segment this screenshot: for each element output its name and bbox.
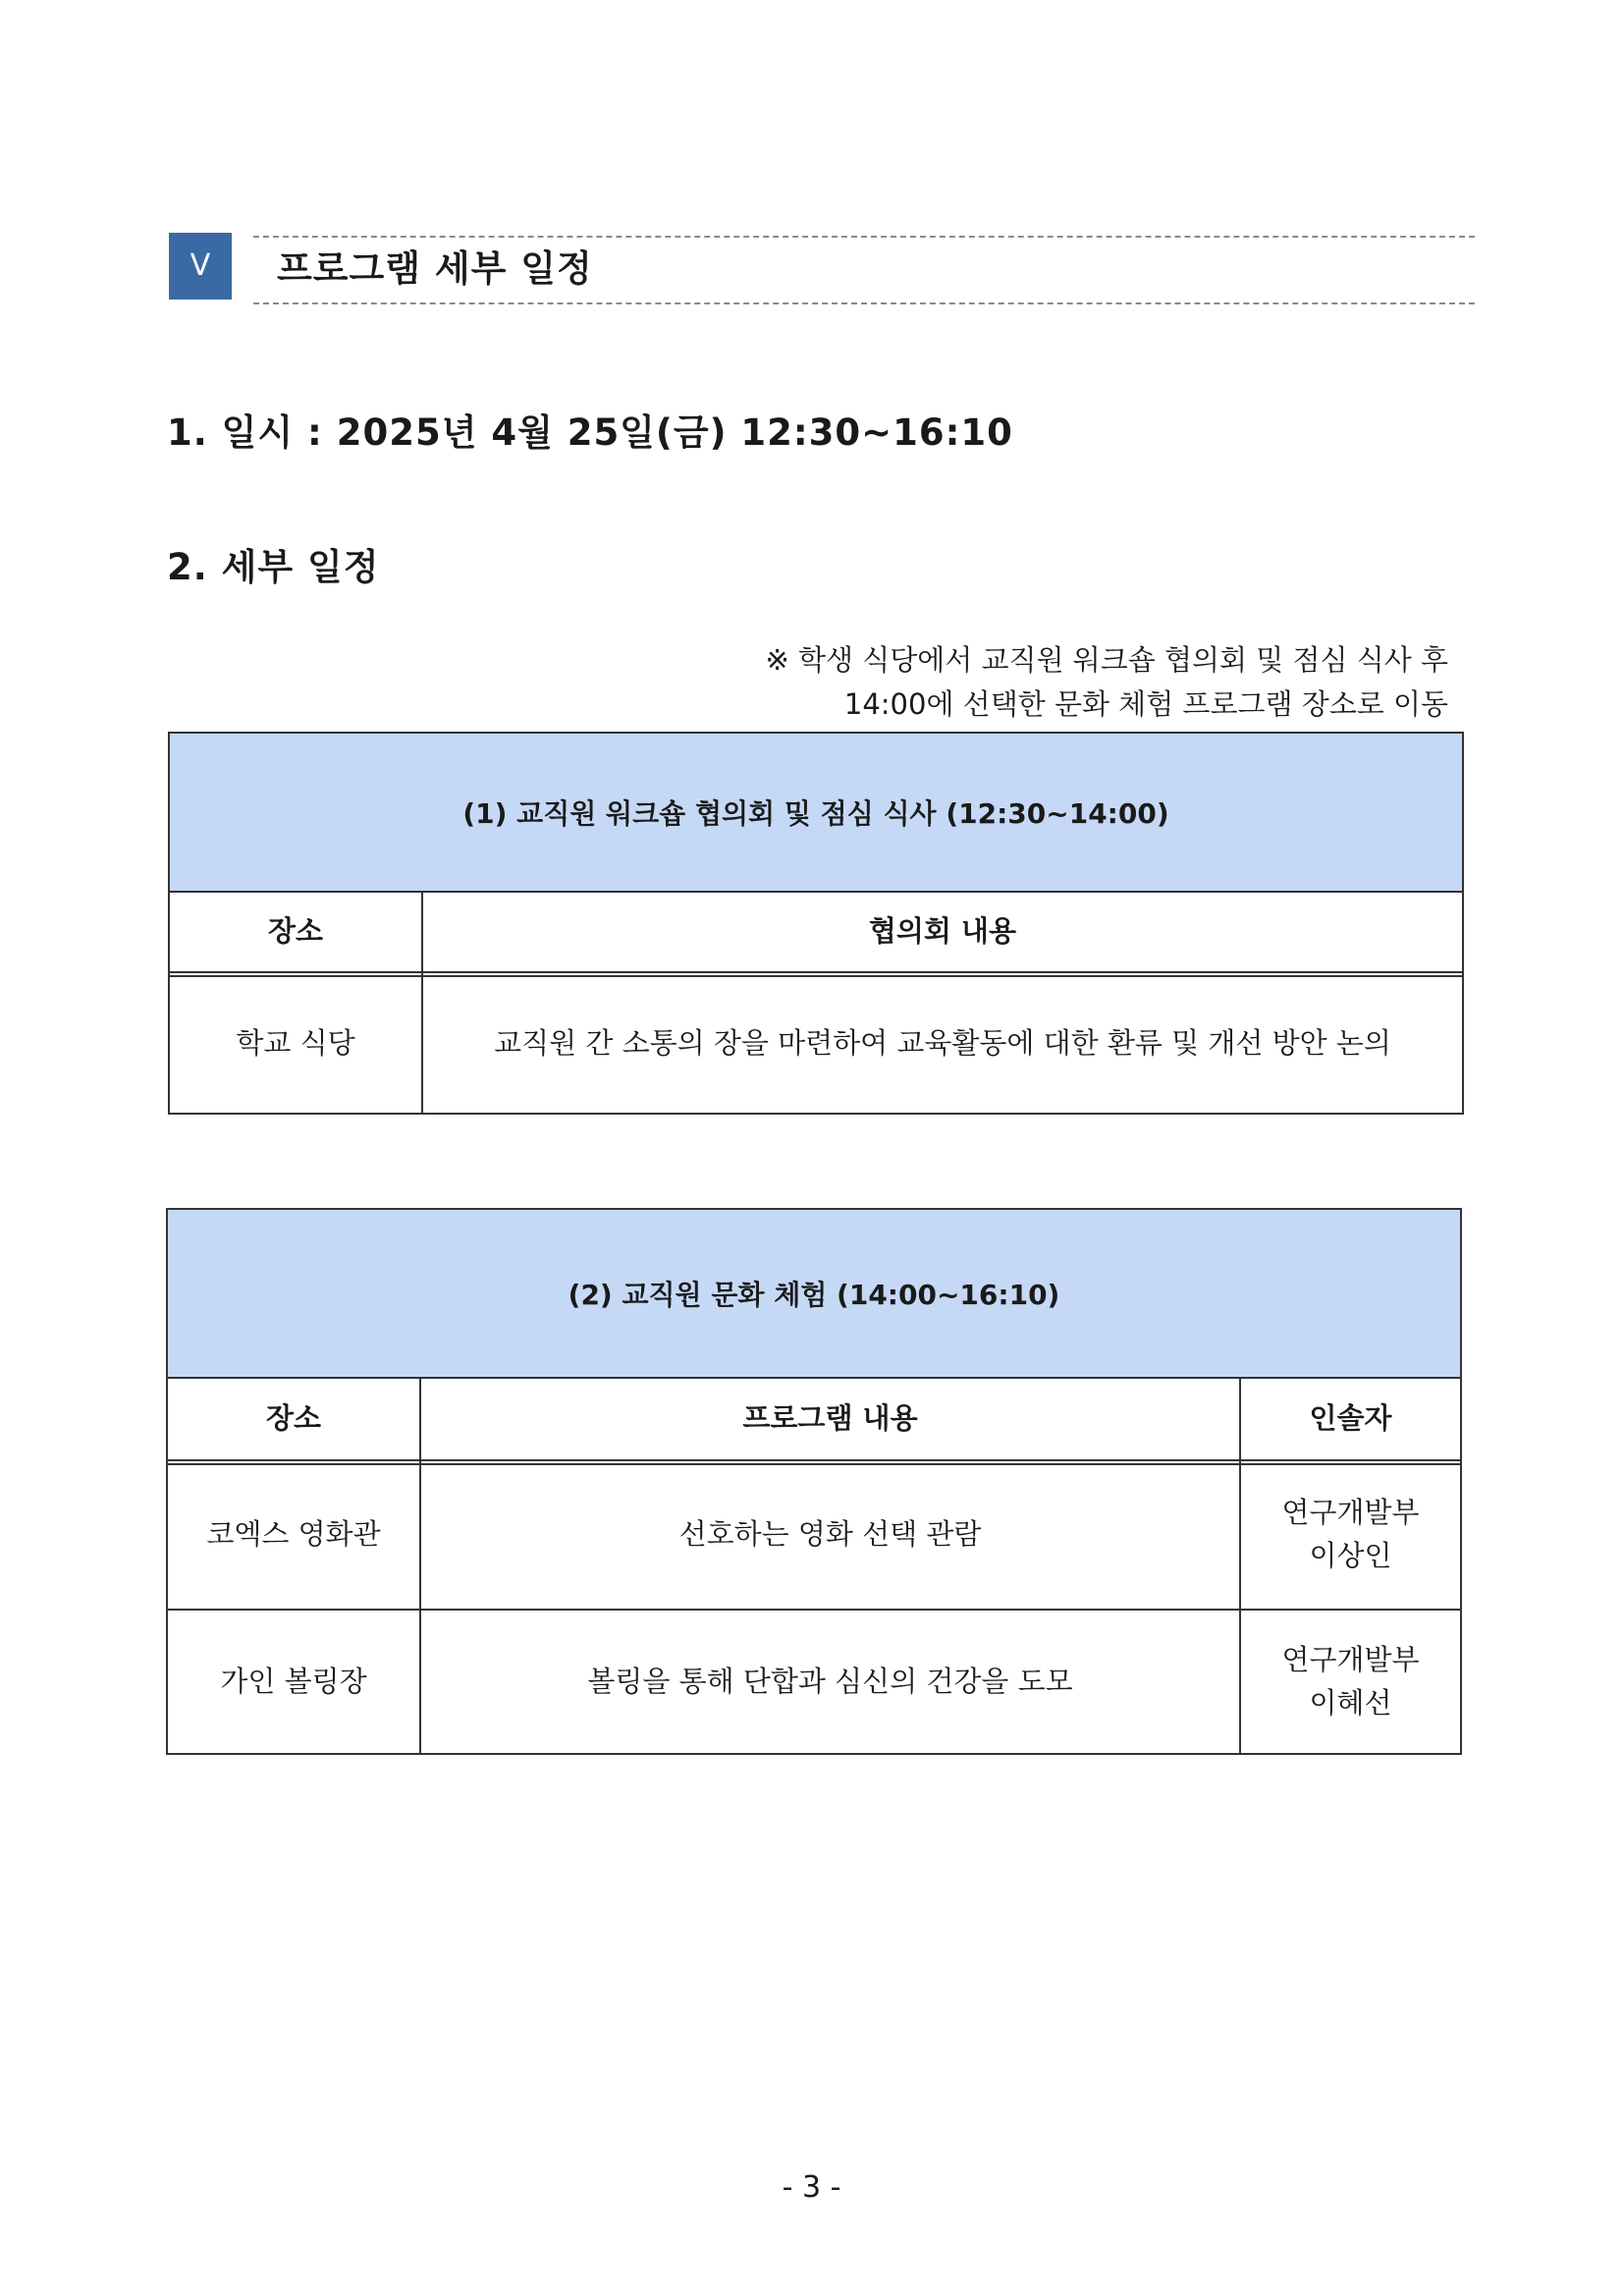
note-line-2: 14:00에 선택한 문화 체험 프로그램 장소로 이동 — [843, 687, 1448, 721]
workshop-table — [168, 732, 1464, 1115]
row-place: 코엑스 영화관 — [168, 1459, 421, 1609]
note-line-1: ※ 학생 식당에서 교직원 워크숍 협의회 및 점심 식사 후 — [765, 643, 1448, 677]
section-title: 프로그램 세부 일정 — [277, 247, 593, 290]
row-place: 가인 볼링장 — [168, 1609, 421, 1753]
row-content: 볼링을 통해 단합과 심신의 건강을 도모 — [421, 1609, 1241, 1753]
row-leader — [1241, 1459, 1460, 1609]
section-numeral-box: V — [169, 233, 232, 300]
schedule-datetime-heading: 1. 일시 : 2025년 4월 25일(금) 12:30~16:10 — [167, 411, 1013, 454]
section-rule-top — [253, 236, 1475, 238]
culture-program-table — [166, 1208, 1462, 1755]
row-leader — [1241, 1609, 1460, 1753]
table-row — [168, 1609, 1460, 1753]
header-place: 장소 — [170, 891, 423, 971]
schedule-note — [765, 638, 1448, 727]
detail-schedule-heading: 2. 세부 일정 — [167, 546, 380, 588]
leader-name: 이상인 — [1309, 1539, 1392, 1572]
leader-department: 연구개발부 — [1281, 1496, 1420, 1529]
table-row — [170, 971, 1462, 1115]
header-program-content: 프로그램 내용 — [421, 1377, 1241, 1459]
workshop-table-title: (1) 교직원 워크숍 협의회 및 점심 식사 (12:30~14:00) — [170, 734, 1462, 893]
row-place: 학교 식당 — [170, 971, 423, 1115]
leader-name: 이혜선 — [1309, 1685, 1392, 1720]
header-meeting-content: 협의회 내용 — [868, 914, 1017, 948]
section-header — [169, 228, 1475, 306]
section-rule-bottom — [253, 302, 1475, 304]
culture-table-title: (2) 교직원 문화 체험 (14:00~16:10) — [168, 1210, 1460, 1379]
leader-department: 연구개발부 — [1281, 1642, 1420, 1676]
row-content: 선호하는 영화 선택 관람 — [421, 1459, 1241, 1609]
workshop-table-header-row — [170, 891, 1462, 977]
culture-table-header-row — [168, 1377, 1460, 1465]
header-place: 장소 — [168, 1377, 421, 1459]
page-number: - 3 - — [782, 2170, 841, 2205]
header-leader: 인솔자 — [1309, 1401, 1392, 1435]
table-row — [168, 1459, 1460, 1611]
row-content: 교직원 간 소통의 장을 마련하여 교육활동에 대한 환류 및 개선 방안 논의 — [494, 1026, 1391, 1060]
